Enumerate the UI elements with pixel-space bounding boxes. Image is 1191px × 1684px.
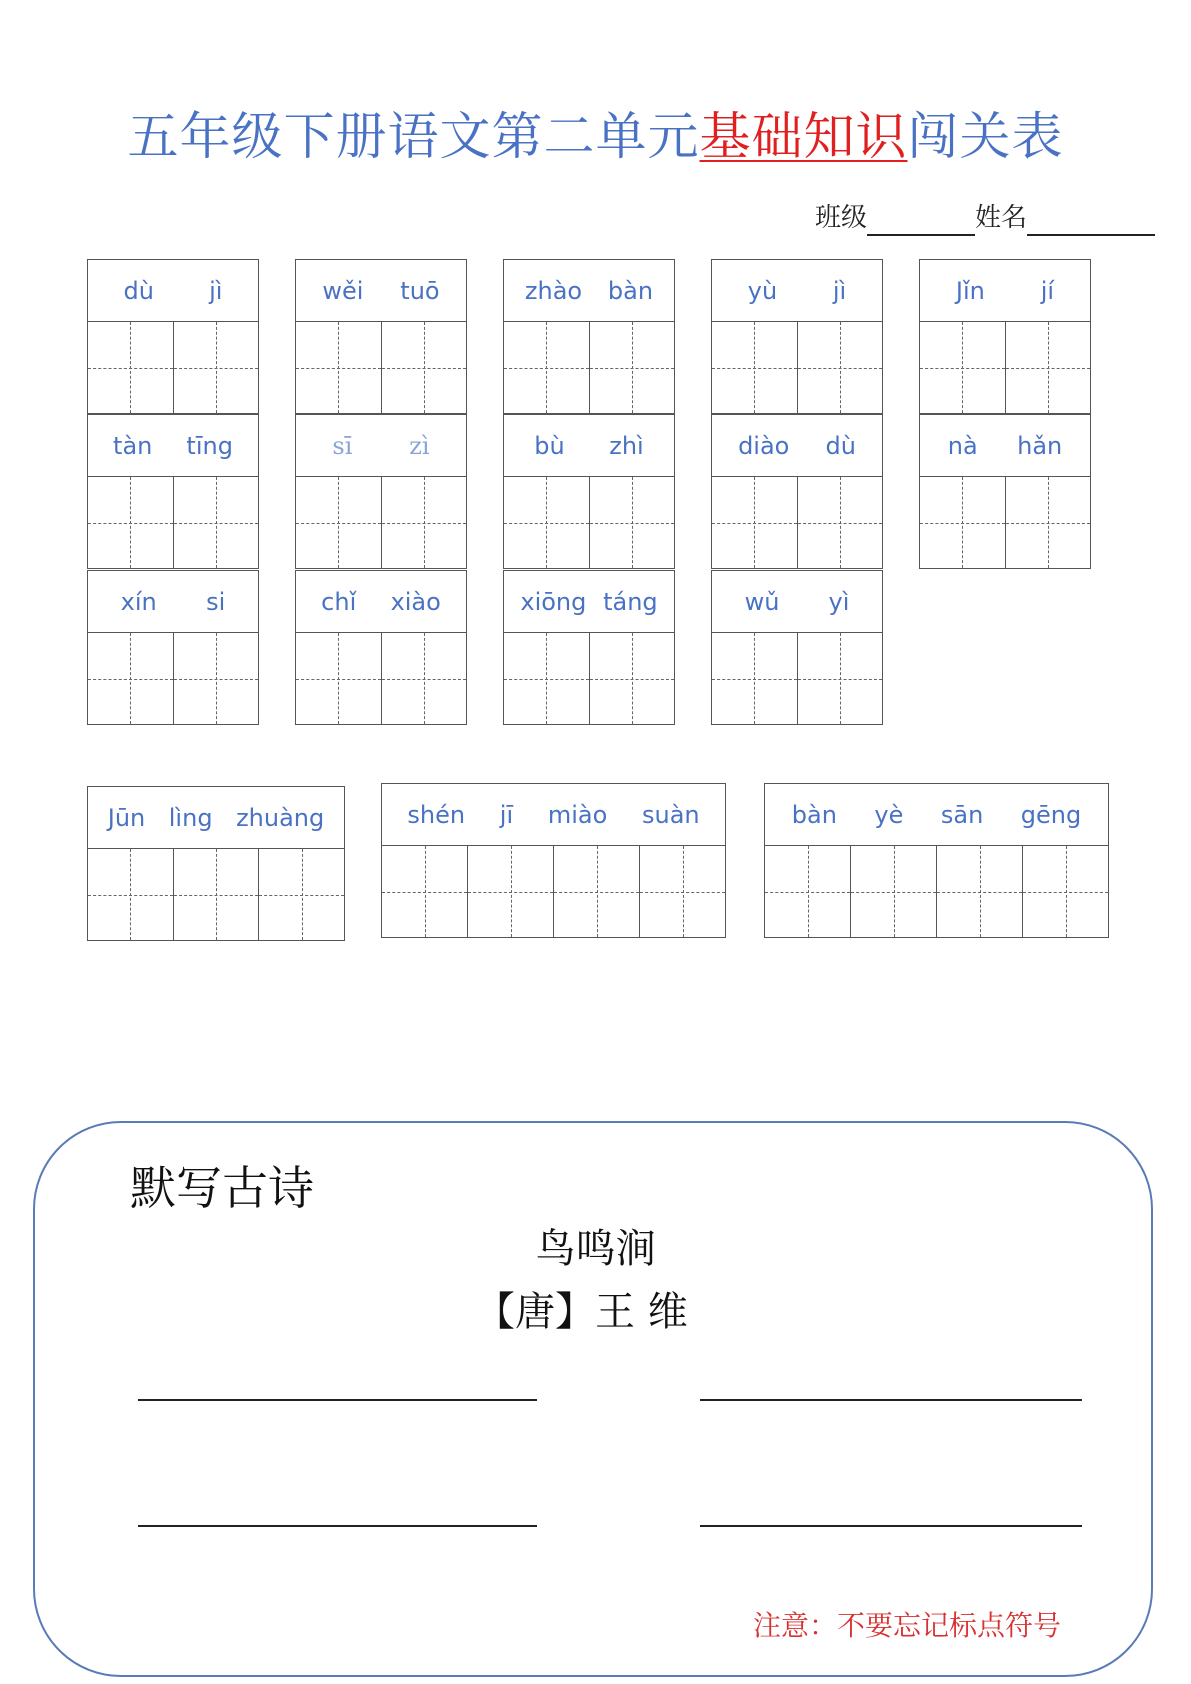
answer-line[interactable] — [138, 1525, 537, 1527]
pinyin: xín — [120, 587, 157, 616]
class-label: 班级 — [815, 203, 868, 233]
pinyin: jí — [1040, 276, 1055, 305]
writing-grid — [765, 846, 1108, 937]
writing-grid — [504, 477, 674, 568]
word-box — [711, 570, 883, 725]
idiom-box — [764, 783, 1109, 938]
pinyin: si — [206, 587, 226, 616]
pinyin: sī — [332, 431, 353, 460]
writing-cell[interactable] — [765, 846, 851, 937]
writing-cell[interactable] — [920, 322, 1006, 413]
pinyin: sān — [940, 800, 984, 829]
writing-cell[interactable] — [174, 322, 259, 413]
writing-cell[interactable] — [382, 477, 467, 568]
punctuation-note: 注意：不要忘记标点符号 — [753, 1609, 1062, 1642]
writing-grid — [296, 633, 466, 724]
pinyin: nà — [947, 431, 978, 460]
writing-grid — [920, 322, 1090, 413]
writing-cell[interactable] — [554, 846, 640, 937]
pinyin-row — [88, 571, 258, 633]
pinyin: chǐ — [321, 587, 357, 616]
pinyin: xiōng — [520, 587, 587, 616]
writing-cell[interactable] — [504, 477, 590, 568]
answer-line[interactable] — [700, 1525, 1082, 1527]
writing-cell[interactable] — [851, 846, 937, 937]
writing-cell[interactable] — [88, 849, 174, 940]
writing-cell[interactable] — [920, 477, 1006, 568]
pinyin: jī — [499, 800, 514, 829]
pinyin-row — [382, 784, 725, 846]
pinyin-row — [88, 787, 344, 849]
pinyin: tàn — [113, 431, 153, 460]
title-part2: 闯关表 — [907, 108, 1064, 167]
pinyin: xiào — [390, 587, 441, 616]
poem-title: 鸟鸣涧 — [535, 1226, 656, 1272]
writing-cell[interactable] — [88, 322, 174, 413]
writing-cell[interactable] — [798, 477, 883, 568]
pinyin: gēng — [1020, 800, 1082, 829]
writing-cell[interactable] — [504, 322, 590, 413]
pinyin-row — [765, 784, 1108, 846]
writing-cell[interactable] — [468, 846, 554, 937]
answer-line[interactable] — [700, 1399, 1082, 1401]
word-box — [503, 570, 675, 725]
word-box — [87, 259, 259, 414]
pinyin: zhào — [524, 276, 583, 305]
pinyin: yè — [874, 800, 904, 829]
pinyin: Jūn — [107, 803, 146, 832]
pinyin: jì — [209, 276, 223, 305]
writing-cell[interactable] — [504, 633, 590, 724]
writing-cell[interactable] — [590, 322, 675, 413]
pinyin-row — [712, 415, 882, 477]
pinyin-row — [712, 571, 882, 633]
writing-cell[interactable] — [798, 633, 883, 724]
pinyin-row — [504, 571, 674, 633]
pinyin: hǎn — [1017, 431, 1063, 460]
writing-grid — [88, 477, 258, 568]
pinyin: shén — [407, 800, 466, 829]
student-info — [815, 200, 1155, 236]
pinyin-row — [712, 260, 882, 322]
writing-cell[interactable] — [174, 633, 259, 724]
writing-cell[interactable] — [1006, 322, 1091, 413]
pinyin-row — [296, 415, 466, 477]
pinyin: táng — [603, 587, 658, 616]
writing-grid — [712, 477, 882, 568]
writing-grid — [296, 477, 466, 568]
word-box — [711, 414, 883, 569]
word-box — [295, 259, 467, 414]
pinyin: zhuàng — [236, 803, 325, 832]
poem-author: 【唐】王 维 — [475, 1289, 688, 1335]
idiom-box — [87, 786, 345, 941]
writing-grid — [296, 322, 466, 413]
name-label: 姓名 — [975, 203, 1028, 233]
writing-cell[interactable] — [590, 633, 675, 724]
pinyin-row — [504, 415, 674, 477]
writing-grid — [712, 322, 882, 413]
name-blank[interactable] — [1027, 206, 1155, 236]
writing-cell[interactable] — [88, 633, 174, 724]
writing-grid — [382, 846, 725, 937]
pinyin: zì — [409, 431, 430, 460]
writing-cell[interactable] — [296, 633, 382, 724]
poem-heading: 默写古诗 — [130, 1161, 314, 1215]
page-title — [0, 108, 1191, 168]
writing-cell[interactable] — [174, 477, 259, 568]
writing-cell[interactable] — [296, 322, 382, 413]
writing-cell[interactable] — [937, 846, 1023, 937]
writing-cell[interactable] — [1023, 846, 1108, 937]
writing-cell[interactable] — [798, 322, 883, 413]
pinyin: zhì — [609, 431, 644, 460]
pinyin: bàn — [607, 276, 654, 305]
word-box — [503, 414, 675, 569]
pinyin: dù — [123, 276, 154, 305]
pinyin-row — [88, 415, 258, 477]
pinyin: diào — [738, 431, 790, 460]
writing-cell[interactable] — [382, 633, 467, 724]
pinyin: yì — [828, 587, 850, 616]
pinyin: jì — [832, 276, 847, 305]
word-box — [295, 570, 467, 725]
title-highlight: 基础知识 — [699, 108, 908, 167]
writing-grid — [712, 633, 882, 724]
writing-cell[interactable] — [712, 633, 798, 724]
pinyin: wǔ — [744, 587, 780, 616]
word-box — [503, 259, 675, 414]
pinyin: yù — [747, 276, 778, 305]
writing-cell[interactable] — [174, 849, 260, 940]
writing-grid — [88, 322, 258, 413]
title-part1: 五年级下册语文第二单元 — [127, 108, 700, 167]
word-box — [711, 259, 883, 414]
idiom-box — [381, 783, 726, 938]
writing-cell[interactable] — [712, 322, 798, 413]
word-box — [87, 570, 259, 725]
word-box — [919, 414, 1091, 569]
pinyin: Jǐn — [955, 276, 985, 305]
answer-line[interactable] — [138, 1399, 537, 1401]
word-box — [87, 414, 259, 569]
pinyin-row — [296, 260, 466, 322]
writing-cell[interactable] — [296, 477, 382, 568]
pinyin: dù — [825, 431, 856, 460]
writing-grid — [88, 633, 258, 724]
writing-cell[interactable] — [590, 477, 675, 568]
word-box — [295, 414, 467, 569]
writing-cell[interactable] — [640, 846, 725, 937]
pinyin: bù — [534, 431, 565, 460]
writing-grid — [88, 849, 344, 940]
pinyin-row — [920, 260, 1090, 322]
writing-cell[interactable] — [382, 846, 468, 937]
writing-cell[interactable] — [88, 477, 174, 568]
writing-grid — [504, 633, 674, 724]
writing-cell[interactable] — [382, 322, 467, 413]
class-blank[interactable] — [867, 206, 975, 236]
pinyin: miào — [547, 800, 608, 829]
writing-grid — [504, 322, 674, 413]
writing-cell[interactable] — [712, 477, 798, 568]
pinyin: wěi — [322, 276, 364, 305]
pinyin-row — [296, 571, 466, 633]
pinyin: tīng — [186, 431, 233, 460]
pinyin: bàn — [791, 800, 837, 829]
writing-cell[interactable] — [259, 849, 344, 940]
pinyin: tuō — [400, 276, 440, 305]
pinyin: lìng — [168, 803, 213, 832]
pinyin: suàn — [642, 800, 700, 829]
word-box — [919, 259, 1091, 414]
pinyin-row — [504, 260, 674, 322]
writing-cell[interactable] — [1006, 477, 1091, 568]
writing-grid — [920, 477, 1090, 568]
pinyin-row — [920, 415, 1090, 477]
pinyin-row — [88, 260, 258, 322]
